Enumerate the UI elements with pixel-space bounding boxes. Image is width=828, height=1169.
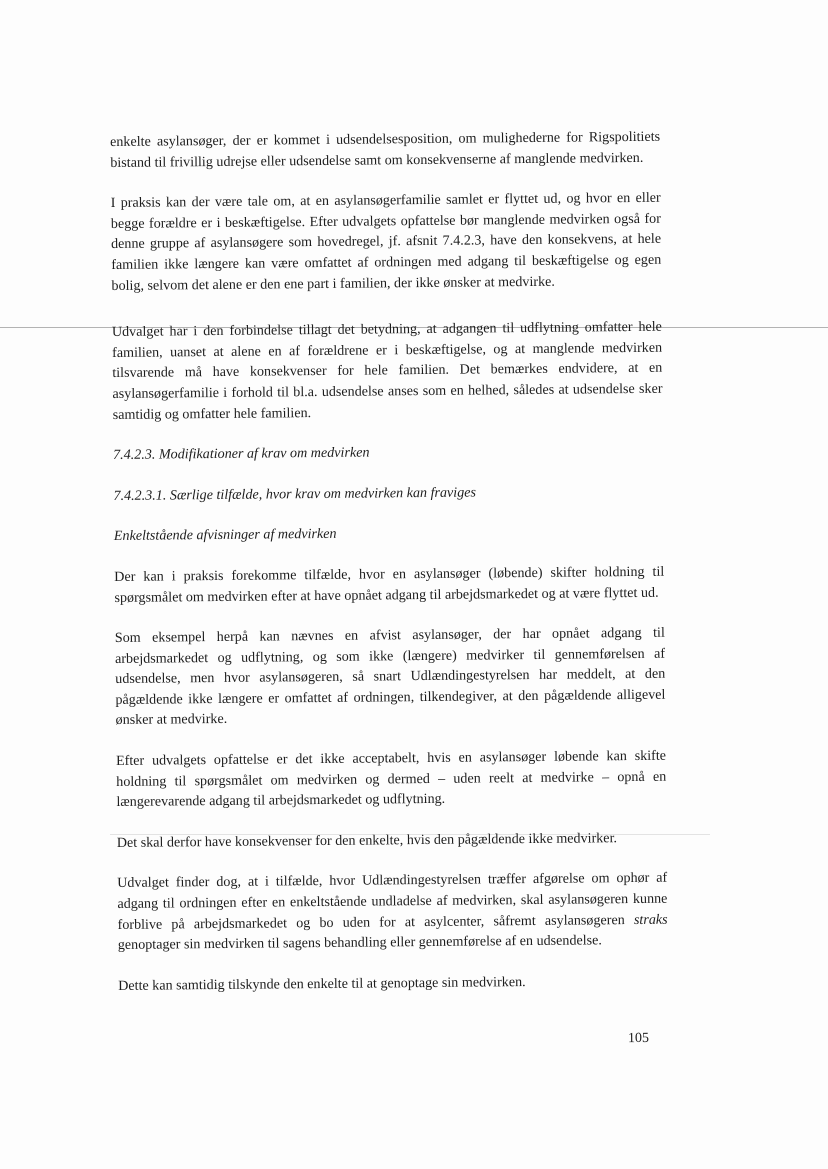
paragraph-encourage: Dette kan samtidig tilskynde den enkelte til at genoptage sin medvirken. (118, 973, 526, 994)
paragraph-not-acceptable: Efter udvalgets opfattelse er det ikke acceptabelt, hvis en asylansøger løbende kan skifte holdning til spørgsmålet om medvirken og dermed – uden reelt at medvirke – opnå en længerevarende adgang til arbejdsmarkedet og udflytning. (115, 747, 667, 811)
paragraph-example: Som eksempel herpå kan nævnes en afvist asylansøger, der har opnået adgang til arbejdsmarkedet og udflytning, og som ikke (længere) medvirker til gennemførelsen af udsendelse, men hvor asylansøgeren, så snart Udlændingestyrelsen har meddelt, at den pågældende ikke længere er omfattet af ordningen, tilkendegiver, at den pågældende alligevel ønsker at medvirke. (114, 624, 666, 729)
emphasis-straks: straks (633, 911, 668, 928)
subheading-isolated-refusals: Enkeltstående afvisninger af medvirken (113, 526, 337, 545)
section-heading-7-4-2-3: 7.4.2.3. Modifikationer af krav om medvirken (113, 444, 370, 464)
paragraph-consequences: Det skal derfor have konsekvenser for den enkelte, hvis den pågældende ikke medvirker. (116, 830, 618, 851)
paragraph-committee-finds-end: genoptager sin medvirken til sagens behandling eller gennemførelse af en udsendelse. (117, 932, 602, 954)
paragraph-family-practice: I praksis kan der være tale om, at en asylansøgerfamilie samlet er flyttet ud, og hvor en eller begge forældre er i beskæftigelse. Efter udvalgets opfattelse bør manglende medvirken også for denne gruppe af asylansøgere som hovedregel, jf. afsnit 7.4.2.3, have den konsekvens, at hele familien ikke længere kan være omfattet af ordningen med adgang til beskæftigelse og egen bolig, selvom det alene er den ene part i familien, der ikke ønsker at medvirke. (110, 189, 662, 294)
page-number: 105 (627, 1030, 650, 1047)
paragraph-changing-position: Der kan i praksis forekomme tilfælde, hvor en asylansøger (løbende) skifter holdning til spørgsmålet om medvirken efter at have opnået adgang til arbejdsmarkedet og at være flyttet ud. (114, 563, 665, 606)
paragraph-committee-finds-text: Udvalget finder dog, at i tilfælde, hvor Udlændingestyrelsen træffer afgørelse om ophør af adgang til ordningen efter en enkeltstående undladelse af medvirken, skal asylansøgeren kunne forblive på arbejdsmarkedet og bo uden for at asylcenter, såfremt asylansøgeren (117, 870, 668, 933)
paragraph-intro-continuation: enkelte asylansøger, der er kommet i udsendelsesposition, om mulighederne for Rigspolitiets bistand til frivillig udrejse eller udsendelse samt om konsekvenserne af manglende medvirken. (110, 128, 661, 171)
paragraph-family-relevance: Udvalget har i den forbindelse tillagt det betydning, at adgangen til udflytning omfatter hele familien, uanset at alene en af forældrene er i beskæftigelse, og at manglende medvirken tilsvarende må have konsekvenser for hele familien. Det bemærkes endvidere, at en asylansøgerfamilie i forhold til bl.a. udsendelse anses som en helhed, således at udsendelse sker samtidig og omfatter hele familien. (111, 318, 663, 423)
page-body (110, 127, 668, 997)
section-heading-7-4-2-3-1: 7.4.2.3.1. Særlige tilfælde, hvor krav om medvirken kan fraviges (113, 484, 477, 504)
paragraph-committee-finds (117, 868, 668, 956)
